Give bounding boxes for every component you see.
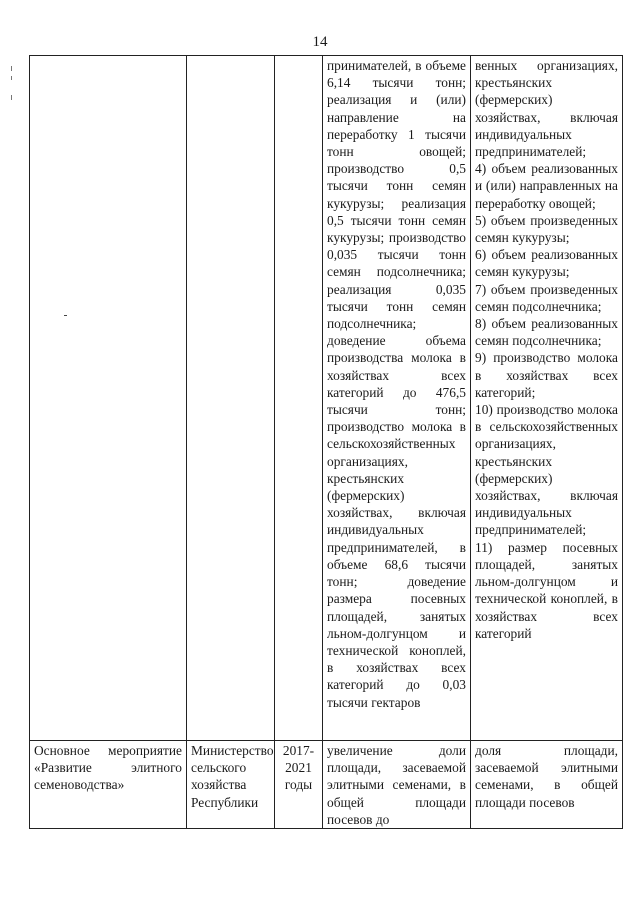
executor-line: сельского (191, 760, 247, 776)
indicator-item: 9) производство молока в хозяйствах всех категорий; (475, 350, 618, 400)
result-text: принимателей, в объеме 6,14 тысячи тонн; реализация и (или) направление на переработку 1 тысячи тонн овощей; производство 0,5 тысячи тонн семян кукурузы; реализация 0,5 тысячи тонн семян кукурузы; производство 0,035 тысячи тонн семян подсолнечника; реализация 0,035 тысячи тонн семян подсолнечника; доведение объема производства молока в хозяйствах всех категорий до 476,5 тысячи тонн; производство молока в сельскохозяйственных организациях, крестьянских (фермерских) хозяйствах, включая индивидуальных предпринимателей, в объеме 68,6 тысячи тонн; доведение размера посевных площадей, занятых льном-долгунцом и технической коноплей, в хозяйствах всех категорий до 0,03 тысячи гектаров (327, 58, 466, 710)
scan-mark (11, 95, 12, 100)
indicator-item: 10) производство молока в сельскохозяйственных организациях, крестьянских (фермерских) хозяйствах, включая индивидуальных предпринимателей; (475, 402, 618, 538)
indicator-item: 4) объем реализованных и (или) направленных на переработку овощей; (475, 161, 618, 211)
indicator-item: 5) объем произведенных семян кукурузы; (475, 212, 618, 246)
continuation-row (30, 56, 623, 741)
activity-cell (30, 741, 187, 829)
activity-row (30, 741, 623, 829)
result-text: увеличение доли площади, засеваемой элитными семенами, в общей площади посевов до (327, 743, 466, 827)
indicators-cell (471, 741, 623, 829)
executor-line: Республики (191, 794, 259, 810)
period-line: 2017- (282, 743, 315, 758)
scan-mark (11, 76, 12, 80)
period-line: годы (284, 777, 313, 793)
executor-line: хозяйства (191, 777, 247, 793)
indicator-item: 11) размер посевных площадей, занятых льном-долгунцом и технической коноплей, в хозяйствах всех категорий (475, 539, 618, 641)
period-line: 2021 (285, 760, 312, 776)
program-table (29, 55, 623, 829)
period-cell (275, 56, 323, 741)
executor-cell (187, 741, 275, 829)
executor-line: Министерство (191, 743, 274, 758)
indicator-item: доля площади, засеваемой элитными семенами, в общей площади посевов (475, 743, 618, 810)
result-cell (323, 56, 471, 741)
indicators-cell (471, 56, 623, 741)
page-number: 14 (312, 34, 328, 50)
activity-cell (30, 56, 187, 741)
activity-title: Основное мероприятие «Развитие элитного семеноводства» (34, 743, 182, 793)
period-cell (275, 741, 323, 829)
indicator-item: 7) объем произведенных семян подсолнечника; (475, 281, 618, 314)
result-cell (323, 741, 471, 829)
indicator-item: 6) объем реализованных семян кукурузы; (475, 247, 618, 280)
indicator-item: венных организациях, крестьянских (фермерских) хозяйствах, включая индивидуальных предпринимателей; (475, 58, 618, 160)
indicator-item: 8) объем реализованных семян подсолнечника; (475, 316, 618, 349)
scan-mark (11, 66, 12, 71)
executor-cell (187, 56, 275, 741)
